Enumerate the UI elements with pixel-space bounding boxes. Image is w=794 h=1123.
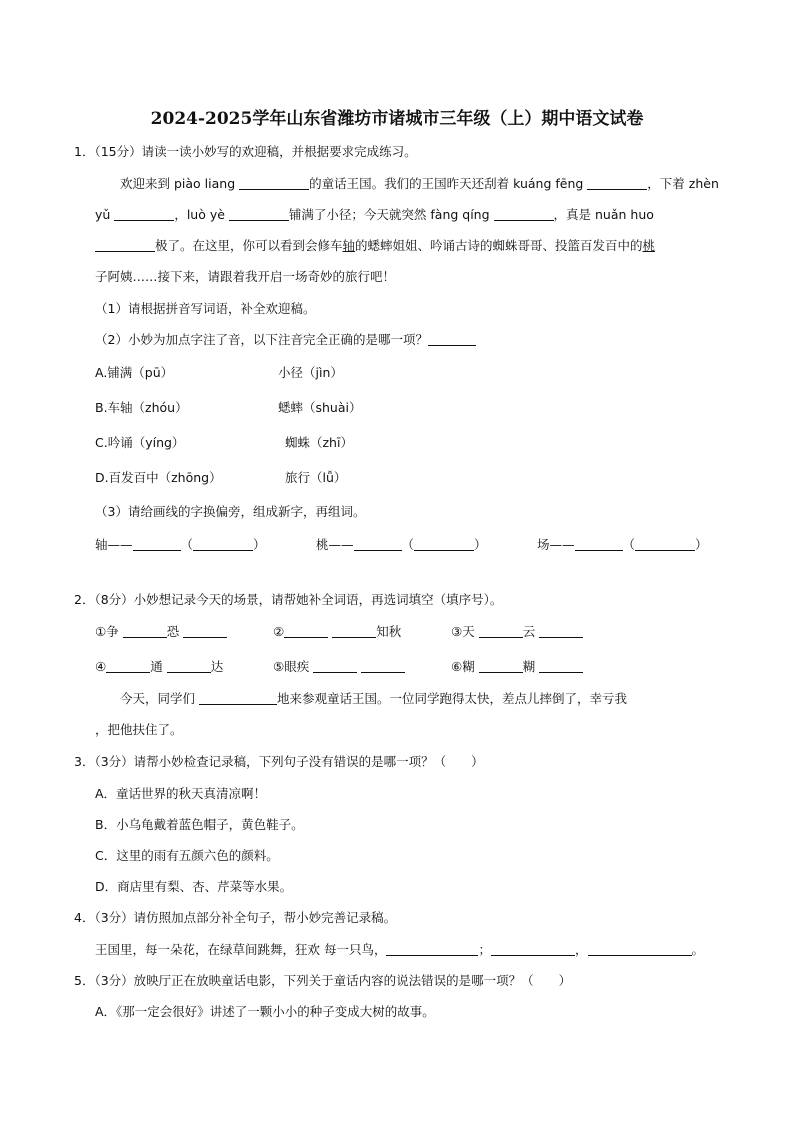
q1-option-c-left[interactable]: C.吟诵（yíng）	[95, 435, 185, 450]
q2-word-3	[451, 622, 583, 642]
q1-passage-text: 的蟋蟀姐姐、吟诵古诗的蜘蛛哥哥、投篮百发百中的	[355, 238, 643, 253]
q1-option-a-left[interactable]: A.铺满（pū）	[95, 365, 174, 380]
q4-blank-1[interactable]	[386, 941, 478, 956]
q1-blank-luoye[interactable]	[229, 206, 289, 221]
q1-option-b-right: 蟋蟀（shuài）	[278, 400, 362, 415]
q1-passage-text: ，下着 zhèn	[647, 176, 719, 191]
q2-word-6-char: 糊	[522, 659, 536, 674]
q1-blank-kuangfeng[interactable]	[587, 175, 647, 190]
q4-blank-2[interactable]	[491, 941, 575, 956]
q2-word-4-char: ④	[95, 659, 107, 674]
q2-word-blank[interactable]	[123, 623, 167, 638]
q2-paragraph-text: 今天，同学们	[120, 691, 196, 706]
q2-word-1	[95, 622, 227, 642]
paren-close: ）	[695, 537, 708, 552]
q4-punct: 。	[691, 942, 705, 957]
q2-word-2-char: 知秋	[376, 624, 402, 639]
q1-option-a-right: 小径（jìn）	[278, 365, 343, 380]
q2-paragraph-line-2: ，把他扶住了。	[95, 722, 183, 737]
q1-word-blank[interactable]	[635, 536, 695, 551]
q1-blank-fangqing[interactable]	[494, 206, 554, 221]
q2-word-blank[interactable]	[539, 623, 583, 638]
q1-header: 1．（15分）请读一读小妙写的欢迎稿，并根据要求完成练习。	[74, 144, 417, 159]
q2-word-4-char: 达	[210, 659, 224, 674]
q2-word-1-char: 恐	[166, 624, 180, 639]
q2-word-5-char: ⑤眼疾	[273, 659, 310, 674]
q1-sub3-item	[537, 535, 708, 555]
q1-underlined-char: 桃	[642, 238, 656, 253]
q1-new-char-blank[interactable]	[354, 536, 402, 551]
q2-word-2	[273, 622, 401, 642]
q1-passage-text: ，luò yè	[174, 207, 225, 222]
q2-word-2-char: ②	[273, 624, 285, 639]
q1-sub3-char: 场——	[537, 537, 575, 552]
q4-sentence-text: 王国里，每一朵花，在绿草间跳舞，狂欢 每一只鸟，	[95, 942, 387, 957]
q4-header: 4．（3分）请仿照加点部分补全句子，帮小妙完善记录稿。	[74, 910, 397, 925]
paren-close: ）	[474, 537, 487, 552]
q1-passage-line-2	[95, 205, 654, 225]
q3-option-a[interactable]: A．童话世界的秋天真清凉啊！	[95, 786, 267, 801]
q2-word-6-char: ⑥糊	[451, 659, 475, 674]
q1-passage-line-3	[95, 236, 655, 256]
q2-word-4	[95, 657, 223, 677]
q1-blank-nuanhuo[interactable]	[95, 237, 155, 252]
q1-sub3-char: 桃——	[316, 537, 354, 552]
q1-sub2	[95, 330, 476, 350]
q2-word-3-char: ③天	[451, 624, 475, 639]
paren-open: （	[622, 537, 636, 552]
q3-option-c[interactable]: C．这里的雨有五颜六色的颜料。	[95, 848, 279, 863]
q1-word-blank[interactable]	[414, 536, 474, 551]
q3-header: 3．（3分）请帮小妙检查记录稿，下列句子没有错误的是哪一项？（ ）	[74, 754, 484, 769]
q1-passage-text: yǔ	[95, 207, 111, 222]
q1-sub3: （3）请给画线的字换偏旁，组成新字，再组词。	[95, 504, 366, 519]
q2-word-blank[interactable]	[361, 658, 405, 673]
q1-passage-line-4: 子阿姨……接下来，请跟着我开启一场奇妙的旅行吧！	[95, 269, 396, 284]
q5-option-a[interactable]: A．《那一定会很好》讲述了一颗小小的种子变成大树的故事。	[95, 1004, 435, 1019]
q2-paragraph-line-1	[120, 689, 627, 709]
q1-new-char-blank[interactable]	[575, 536, 623, 551]
q2-word-blank[interactable]	[106, 658, 150, 673]
q1-blank-piaoliang[interactable]	[239, 175, 309, 190]
q5-header: 5．（3分）放映厅正在放映童话电影，下列关于童话内容的说法错误的是哪一项？（ ）	[74, 973, 572, 988]
exam-title: 2024-2025学年山东省潍坊市诸城市三年级（上）期中语文试卷	[150, 109, 644, 129]
q1-option-b-left[interactable]: B.车轴（zhóu）	[95, 400, 188, 415]
q1-sub3-item	[95, 535, 266, 555]
q2-word-blank[interactable]	[332, 623, 376, 638]
q1-passage-text: 的童话王国。我们的王国昨天还刮着 kuáng fēng	[309, 176, 584, 191]
q4-punct: ；	[478, 942, 491, 957]
q2-paragraph-text: 地来参观童话王国。一位同学跑得太快，差点儿摔倒了，幸亏我	[277, 691, 628, 706]
q4-blank-3[interactable]	[588, 941, 692, 956]
q2-fill-blank[interactable]	[199, 690, 277, 705]
q2-word-blank[interactable]	[479, 658, 523, 673]
q4-punct: ，	[575, 942, 588, 957]
q1-passage-text: ，真是 nuǎn huo	[553, 207, 654, 222]
paren-open: （	[401, 537, 415, 552]
q2-word-1-char: ①争	[95, 624, 119, 639]
q1-sub2-answer-blank[interactable]	[428, 331, 476, 346]
q3-option-d[interactable]: D．商店里有梨、杏、芹菜等水果。	[95, 879, 293, 894]
q1-option-d-right: 旅行（lǚ）	[285, 470, 347, 485]
paren-close: ）	[253, 537, 266, 552]
q3-option-b[interactable]: B．小乌龟戴着蓝色帽子，黄色鞋子。	[95, 817, 304, 832]
q1-word-blank[interactable]	[193, 536, 253, 551]
q2-word-blank[interactable]	[284, 623, 328, 638]
q1-sub2-text: （2）小妙为加点字注了音，以下注音完全正确的是哪一项？	[95, 332, 428, 347]
q1-passage-text: 铺满了小径；今天就突然 fàng qíng	[288, 207, 490, 222]
q2-word-3-char: 云	[522, 624, 536, 639]
q2-word-4-char: 通	[150, 659, 163, 674]
q1-blank-zhenyu[interactable]	[114, 206, 174, 221]
q2-header: 2．（8分）小妙想记录今天的场景，请帮她补全词语，再选词填空（填序号）。	[74, 592, 503, 607]
q1-passage-line-1	[120, 174, 719, 194]
q1-option-d-left[interactable]: D.百发百中（zhōng）	[95, 470, 222, 485]
q2-word-6	[451, 657, 583, 677]
q1-underlined-char: 轴	[342, 238, 356, 253]
q2-word-blank[interactable]	[313, 658, 357, 673]
q1-passage-text: 极了。在这里，你可以看到会修车	[155, 238, 343, 253]
q1-passage-text: 欢迎来到 piào liang	[120, 176, 236, 191]
q1-new-char-blank[interactable]	[133, 536, 181, 551]
q2-word-blank[interactable]	[479, 623, 523, 638]
q2-word-blank[interactable]	[183, 623, 227, 638]
paren-open: （	[180, 537, 194, 552]
q2-word-5	[273, 657, 405, 677]
q2-word-blank[interactable]	[539, 658, 583, 673]
q1-sub1: （1）请根据拼音写词语，补全欢迎稿。	[95, 301, 316, 316]
q2-word-blank[interactable]	[167, 658, 211, 673]
q1-option-c-right: 蜘蛛（zhī）	[285, 435, 353, 450]
q1-sub3-char: 轴——	[95, 537, 133, 552]
q4-sentence	[95, 940, 704, 960]
q1-sub3-item	[316, 535, 487, 555]
